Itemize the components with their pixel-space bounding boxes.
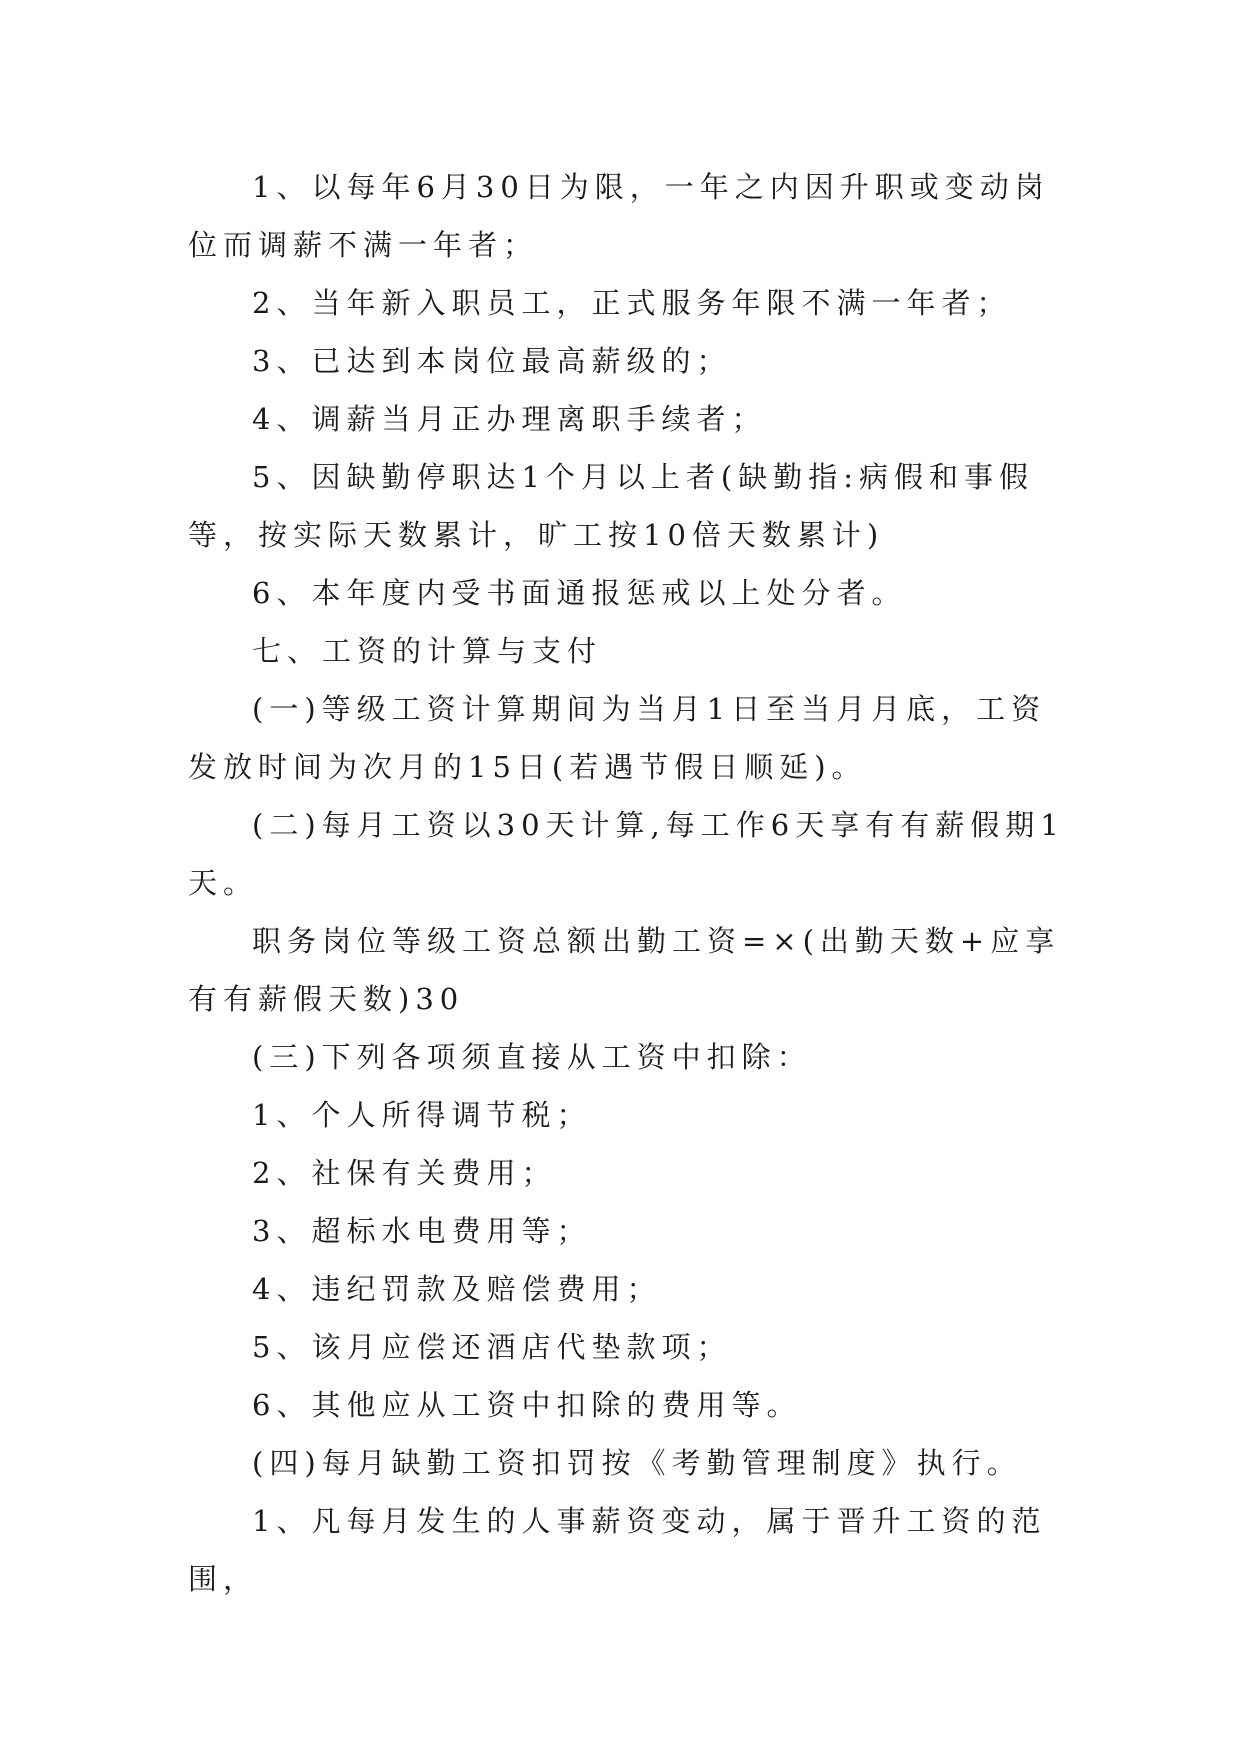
paragraph-calculation-period: (一)等级工资计算期间为当月1日至当月月底，工资发放时间为次月的15日(若遇节假日顺延)。: [188, 692, 1047, 784]
paragraph-deductions-heading: (三)下列各项须直接从工资中扣除：: [252, 1040, 812, 1074]
paragraph-exclusion-1: 1、以每年6月30日为限，一年之内因升职或变动岗位而调薪不满一年者；: [188, 170, 1050, 262]
section-heading-salary-payment: 七、工资的计算与支付: [252, 634, 603, 668]
paragraph-attendance-formula: 职务岗位等级工资总额出勤工资=×(出勤天数+应享有有薪假天数)30: [188, 924, 1061, 1016]
paragraph-deduction-5: 5、该月应偿还酒店代垫款项；: [252, 1330, 732, 1364]
paragraph-deduction-2: 2、社保有关费用；: [252, 1156, 557, 1190]
paragraph-deduction-6: 6、其他应从工资中扣除的费用等。: [252, 1388, 802, 1422]
paragraph-deduction-4: 4、违纪罚款及赔偿费用；: [252, 1272, 662, 1306]
paragraph-exclusion-5: 5、因缺勤停职达1个月以上者(缺勤指:病假和事假等，按实际天数累计，旷工按10倍天数累计): [188, 460, 1034, 552]
paragraph-exclusion-6: 6、本年度内受书面通报惩戒以上处分者。: [252, 576, 907, 610]
paragraph-exclusion-2: 2、当年新入职员工，正式服务年限不满一年者；: [252, 286, 1012, 320]
paragraph-absence-penalty: (四)每月缺勤工资扣罚按《考勤管理制度》执行。: [252, 1446, 1022, 1480]
paragraph-exclusion-3: 3、已达到本岗位最高薪级的；: [252, 344, 732, 378]
paragraph-exclusion-4: 4、调薪当月正办理离职手续者；: [252, 402, 767, 436]
paragraph-salary-change: 1、凡每月发生的人事薪资变动，属于晋升工资的范围，: [188, 1504, 1047, 1596]
paragraph-deduction-1: 1、个人所得调节税；: [252, 1098, 592, 1132]
document-body: [188, 158, 1068, 1608]
paragraph-deduction-3: 3、超标水电费用等；: [252, 1214, 592, 1248]
paragraph-monthly-days: (二)每月工资以30天计算,每工作6天享有有薪假期1天。: [188, 808, 1065, 900]
